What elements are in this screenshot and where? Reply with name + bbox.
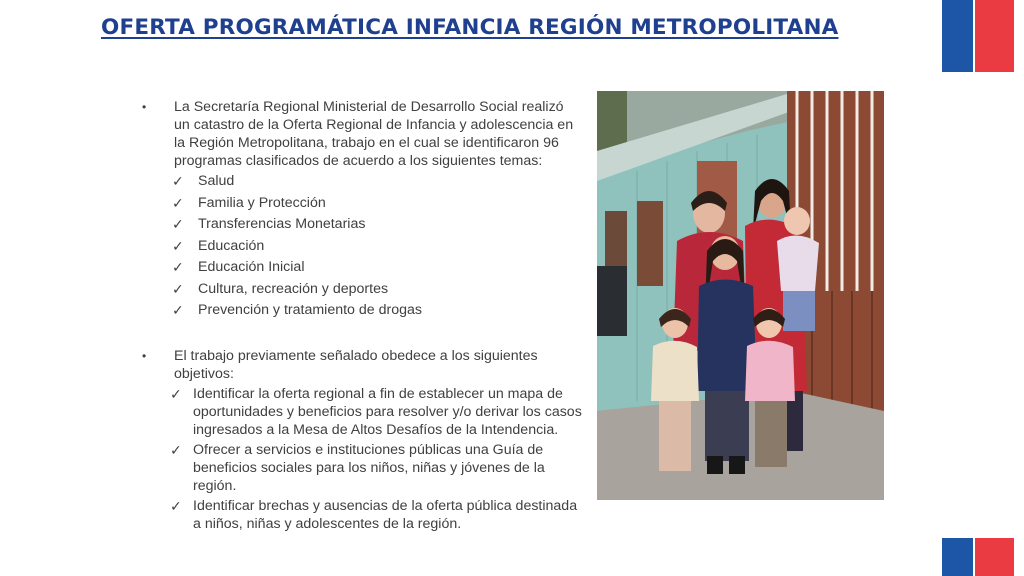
check-icon: ✓ [172, 302, 184, 318]
bullet-dot-icon: • [142, 348, 147, 363]
list-item: ✓ Transferencias Monetarias [172, 216, 366, 232]
check-icon: ✓ [172, 237, 184, 254]
list-item: ✓ Prevención y tratamiento de drogas [172, 302, 422, 318]
chile-flag-logo [942, 0, 1014, 72]
check-icon: ✓ [170, 497, 182, 514]
check-icon: ✓ [170, 441, 182, 458]
objectives-list [142, 385, 582, 533]
check-icon: ✓ [170, 385, 182, 402]
bullet-objectives [142, 347, 582, 383]
check-icon: ✓ [172, 280, 184, 297]
check-icon: ✓ [172, 216, 184, 232]
family-photo [597, 91, 884, 500]
slide-title: OFERTA PROGRAMÁTICA INFANCIA REGIÓN METROPOLITANA [101, 15, 839, 40]
list-item: ✓ Identificar la oferta regional a fin de establecer un mapa de oportunidades y beneficios para resolver y/o derivar los casos ingresados a la Mesa de Altos Desafíos de la Intendencia. [170, 385, 582, 438]
bullet-dot-icon: • [142, 100, 147, 114]
check-icon: ✓ [172, 173, 184, 189]
list-item: ✓ Ofrecer a servicios e instituciones públicas una Guía de beneficios sociales para los niños, niñas y jóvenes de la región. [170, 441, 545, 494]
list-item: ✓ Cultura, recreación y deportes [172, 280, 389, 297]
slide-body [142, 98, 582, 535]
list-item: ✓ Salud [172, 173, 235, 189]
list-item: ✓ Familia y Protección [172, 194, 326, 211]
bullet-intro [142, 98, 582, 170]
bullet-objectives-text: El trabajo previamente señalado obedece a los siguientes objetivos: [174, 347, 538, 382]
list-item: ✓ Educación [172, 237, 265, 254]
bullet-intro-text: La Secretaría Regional Ministerial de Desarrollo Social realizó un catastro de la Oferta Regional de Infancia y adolescencia en la Región Metropolitana, trabajo en el cual se identificaron 96 programas clasificados de acuerdo a los siguientes temas: [174, 99, 574, 169]
check-icon: ✓ [172, 259, 184, 275]
list-item: ✓ Educación Inicial [172, 259, 305, 275]
check-icon: ✓ [172, 194, 184, 211]
topics-list [142, 172, 582, 319]
chile-flag-logo-bottom [942, 538, 1014, 576]
list-item: ✓ Identificar brechas y ausencias de la oferta pública destinada a niños, niñas y adolescentes de la región. [170, 497, 578, 532]
